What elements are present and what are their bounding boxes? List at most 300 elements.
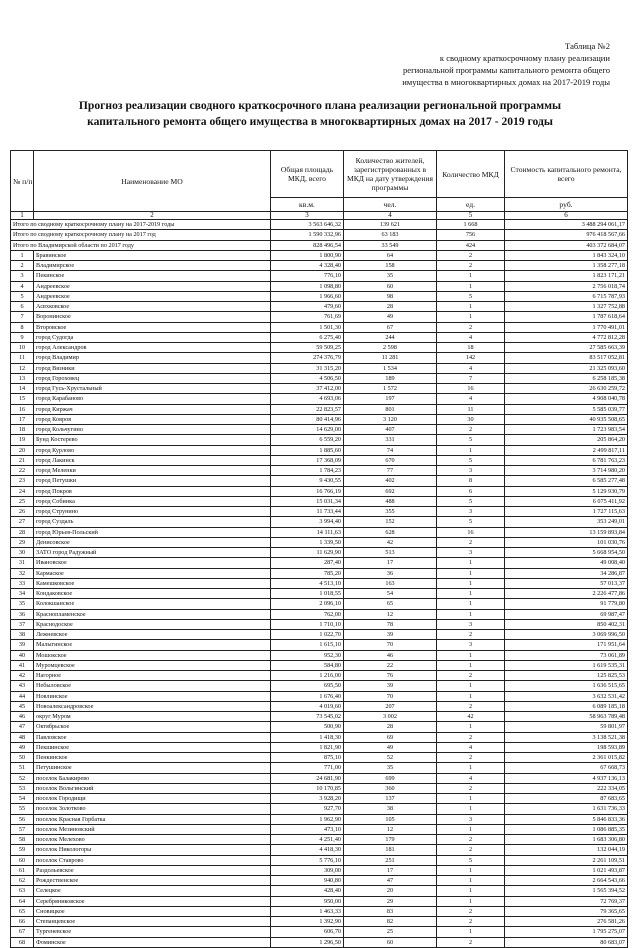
column-header-mkd: Количество МКД <box>437 151 505 198</box>
mkd-value: 4 <box>437 773 505 783</box>
area-value: 2 096,10 <box>271 599 344 609</box>
row-number: 12 <box>11 363 34 373</box>
area-value: 287,40 <box>271 558 344 568</box>
table-row <box>11 435 628 445</box>
residents-value: 35 <box>344 271 437 281</box>
area-value: 1 018,55 <box>271 589 344 599</box>
area-value: 1 216,00 <box>271 671 344 681</box>
row-number: 49 <box>11 742 34 752</box>
mkd-value: 3 <box>437 619 505 629</box>
mkd-value: 1 <box>437 650 505 660</box>
residents-value: 22 <box>344 660 437 670</box>
table-row <box>11 548 628 558</box>
mkd-value: 1 <box>437 794 505 804</box>
mo-name: Денисовское <box>34 537 271 547</box>
mo-name: Новлинское <box>34 691 271 701</box>
cost-value: 79 365,65 <box>505 906 628 916</box>
cost-value: 80 683,07 <box>505 937 628 947</box>
row-number: 9 <box>11 332 34 342</box>
residents-value: 179 <box>344 835 437 845</box>
cost-value: 171 951,64 <box>505 640 628 650</box>
residents-value: 1 572 <box>344 384 437 394</box>
mkd-value: 6 <box>437 486 505 496</box>
column-header-mo: Наименование МО <box>34 151 271 212</box>
cost-value: 72 769,37 <box>505 896 628 906</box>
mo-name: Андреевское <box>34 291 271 301</box>
residents-value: 197 <box>344 394 437 404</box>
table-row <box>11 394 628 404</box>
row-number: 40 <box>11 650 34 660</box>
total-residents: 139 621 <box>344 220 437 230</box>
cost-value: 1 327 752,88 <box>505 302 628 312</box>
cost-value: 222 334,05 <box>505 783 628 793</box>
table-row <box>11 917 628 927</box>
mo-name: город Покров <box>34 486 271 496</box>
residents-value: 78 <box>344 619 437 629</box>
residents-value: 251 <box>344 855 437 865</box>
mo-name: Петушинское <box>34 763 271 773</box>
mo-name: Асвхковское <box>34 302 271 312</box>
row-number: 5 <box>11 291 34 301</box>
column-header-cost: Стоимость капитального ремонта, всего <box>505 151 628 198</box>
area-value: 309,00 <box>271 865 344 875</box>
cost-value: 2 261 109,51 <box>505 855 628 865</box>
row-number: 36 <box>11 609 34 619</box>
row-number: 24 <box>11 486 34 496</box>
mo-name: Пекинское <box>34 271 271 281</box>
area-value: 15 031,34 <box>271 496 344 506</box>
mkd-value: 1 <box>437 876 505 886</box>
area-value: 771,00 <box>271 763 344 773</box>
residents-value: 158 <box>344 261 437 271</box>
table-row <box>11 312 628 322</box>
area-value: 1 463,33 <box>271 906 344 916</box>
area-value: 695,50 <box>271 681 344 691</box>
residents-value: 77 <box>344 466 437 476</box>
residents-value: 11 281 <box>344 353 437 363</box>
mo-name: город Юрьев-Польский <box>34 527 271 537</box>
header-line: к сводному краткосрочному плану реализации <box>439 53 610 63</box>
cost-value: 83 517 052,81 <box>505 353 628 363</box>
area-value: 4 328,40 <box>271 261 344 271</box>
cost-value: 1 727 115,63 <box>505 507 628 517</box>
cost-value: 21 325 093,60 <box>505 363 628 373</box>
area-value: 950,00 <box>271 896 344 906</box>
column-number: 1 <box>11 212 34 220</box>
mkd-value: 2 <box>437 630 505 640</box>
area-value: 1 501,30 <box>271 322 344 332</box>
residents-value: 29 <box>344 896 437 906</box>
mo-name: Кармаское <box>34 568 271 578</box>
residents-value: 670 <box>344 455 437 465</box>
cost-value: 3 632 531,42 <box>505 691 628 701</box>
row-number: 63 <box>11 886 34 896</box>
row-number: 35 <box>11 599 34 609</box>
cost-value: 4 772 812,28 <box>505 332 628 342</box>
row-number: 39 <box>11 640 34 650</box>
residents-value: 189 <box>344 373 437 383</box>
row-number: 67 <box>11 927 34 937</box>
cost-value: 87 683,65 <box>505 794 628 804</box>
row-number: 32 <box>11 568 34 578</box>
row-number: 42 <box>11 671 34 681</box>
row-number: 25 <box>11 496 34 506</box>
mo-name: город Кольчугино <box>34 425 271 435</box>
cost-value: 4 908 040,78 <box>505 394 628 404</box>
area-value: 4 506,50 <box>271 373 344 383</box>
area-value: 1 800,90 <box>271 250 344 260</box>
area-value: 14 629,00 <box>271 425 344 435</box>
mo-name: поселок Никологоры <box>34 845 271 855</box>
row-number: 18 <box>11 425 34 435</box>
table-row <box>11 671 628 681</box>
cost-value: 5 585 039,77 <box>505 404 628 414</box>
area-value: 11 733,44 <box>271 507 344 517</box>
row-number: 10 <box>11 343 34 353</box>
row-number: 62 <box>11 876 34 886</box>
mkd-value: 1 <box>437 589 505 599</box>
area-value: 4 251,40 <box>271 835 344 845</box>
mkd-value: 2 <box>437 835 505 845</box>
column-number: 3 <box>271 212 344 220</box>
mkd-value: 1 <box>437 660 505 670</box>
mkd-value: 2 <box>437 250 505 260</box>
area-value: 584,80 <box>271 660 344 670</box>
table-row <box>11 425 628 435</box>
residents-value: 98 <box>344 291 437 301</box>
mo-name: Павловское <box>34 732 271 742</box>
table-row <box>11 773 628 783</box>
residents-value: 54 <box>344 589 437 599</box>
area-value: 14 111,63 <box>271 527 344 537</box>
row-number: 21 <box>11 455 34 465</box>
row-number: 58 <box>11 835 34 845</box>
residents-value: 3 002 <box>344 712 437 722</box>
cost-value: 6 075 411,92 <box>505 496 628 506</box>
area-value: 1 821,90 <box>271 742 344 752</box>
mo-name: поселок Красная Горбатка <box>34 814 271 824</box>
cost-value: 2 664 543,66 <box>505 876 628 886</box>
row-number: 2 <box>11 261 34 271</box>
mo-name: город Собинка <box>34 496 271 506</box>
cost-value: 27 585 663,39 <box>505 343 628 353</box>
mo-name: Мошокское <box>34 650 271 660</box>
residents-value: 39 <box>344 630 437 640</box>
mkd-value: 2 <box>437 917 505 927</box>
area-value: 428,40 <box>271 886 344 896</box>
residents-value: 65 <box>344 599 437 609</box>
header-line: имущества в многоквартирных домах на 2017-2019 годы <box>402 77 610 87</box>
table-row <box>11 384 628 394</box>
cost-value: 1 843 324,10 <box>505 250 628 260</box>
residents-value: 82 <box>344 917 437 927</box>
residents-value: 46 <box>344 650 437 660</box>
area-value: 37 412,00 <box>271 384 344 394</box>
mkd-value: 1 <box>437 302 505 312</box>
unit-area: кв.м. <box>271 198 344 212</box>
row-number: 45 <box>11 701 34 711</box>
row-number: 23 <box>11 476 34 486</box>
mkd-value: 2 <box>437 937 505 947</box>
row-number: 46 <box>11 712 34 722</box>
row-number: 4 <box>11 281 34 291</box>
row-number: 60 <box>11 855 34 865</box>
cost-value: 205 864,20 <box>505 435 628 445</box>
residents-value: 52 <box>344 753 437 763</box>
residents-value: 69 <box>344 732 437 742</box>
residents-value: 74 <box>344 445 437 455</box>
mkd-value: 5 <box>437 291 505 301</box>
cost-value: 6 585 277,48 <box>505 476 628 486</box>
table-row <box>11 578 628 588</box>
row-number: 57 <box>11 824 34 834</box>
mo-name: Ивановское <box>34 558 271 568</box>
area-value: 11 629,90 <box>271 548 344 558</box>
residents-value: 244 <box>344 332 437 342</box>
mo-name: Рождественское <box>34 876 271 886</box>
area-value: 80 414,96 <box>271 414 344 424</box>
table-row <box>11 763 628 773</box>
residents-value: 181 <box>344 845 437 855</box>
table-row <box>11 712 628 722</box>
table-row <box>11 568 628 578</box>
row-number: 19 <box>11 435 34 445</box>
area-value: 17 368,09 <box>271 455 344 465</box>
row-number: 17 <box>11 414 34 424</box>
area-value: 1 784,23 <box>271 466 344 476</box>
mo-name: Бунд Костерево <box>34 435 271 445</box>
mkd-value: 4 <box>437 332 505 342</box>
mo-name: Малыгинское <box>34 640 271 650</box>
area-value: 274 376,79 <box>271 353 344 363</box>
mkd-value: 2 <box>437 701 505 711</box>
mkd-value: 3 <box>437 640 505 650</box>
table-row <box>11 876 628 886</box>
title-line: капитального ремонта общего имущества в многоквартирных домах на 2017 - 2019 годы <box>87 115 553 128</box>
residents-value: 60 <box>344 281 437 291</box>
total-mkd: 1 668 <box>437 220 505 230</box>
table-row <box>11 886 628 896</box>
residents-value: 39 <box>344 681 437 691</box>
area-value: 927,70 <box>271 804 344 814</box>
column-header-area: Общая площадь МКД, всего <box>271 151 344 198</box>
mkd-value: 2 <box>437 261 505 271</box>
cost-value: 5 668 954,50 <box>505 548 628 558</box>
residents-value: 628 <box>344 527 437 537</box>
table-row <box>11 343 628 353</box>
mkd-value: 1 <box>437 824 505 834</box>
residents-value: 331 <box>344 435 437 445</box>
row-number: 64 <box>11 896 34 906</box>
mkd-value: 42 <box>437 712 505 722</box>
area-value: 940,80 <box>271 876 344 886</box>
row-number: 15 <box>11 394 34 404</box>
mo-name: Октябрьское <box>34 722 271 732</box>
mo-name: город Владимир <box>34 353 271 363</box>
table-body <box>11 220 628 948</box>
total-area: 828 496,54 <box>271 240 344 250</box>
total-area: 1 590 332,96 <box>271 230 344 240</box>
residents-value: 67 <box>344 322 437 332</box>
cost-value: 3 069 996,50 <box>505 630 628 640</box>
cost-value: 2 499 817,11 <box>505 445 628 455</box>
area-value: 1 339,50 <box>271 537 344 547</box>
table-row <box>11 722 628 732</box>
cost-value: 1 723 983,54 <box>505 425 628 435</box>
table-row <box>11 865 628 875</box>
residents-value: 407 <box>344 425 437 435</box>
mo-name: город Курлово <box>34 445 271 455</box>
total-residents: 63 183 <box>344 230 437 240</box>
mo-name: Муромцевское <box>34 660 271 670</box>
mo-name: Пенкинское <box>34 753 271 763</box>
mo-name: Селецкое <box>34 886 271 896</box>
row-number: 22 <box>11 466 34 476</box>
residents-value: 25 <box>344 927 437 937</box>
residents-value: 355 <box>344 507 437 517</box>
mo-name: Камешковское <box>34 578 271 588</box>
residents-value: 699 <box>344 773 437 783</box>
cost-value: 1 787 618,64 <box>505 312 628 322</box>
mkd-value: 5 <box>437 517 505 527</box>
area-value: 1 962,90 <box>271 814 344 824</box>
mo-name: Серебряниковское <box>34 896 271 906</box>
mkd-value: 3 <box>437 466 505 476</box>
column-number: 6 <box>505 212 628 220</box>
mo-name: город Струнино <box>34 507 271 517</box>
column-number: 5 <box>437 212 505 220</box>
mkd-value: 1 <box>437 599 505 609</box>
mo-name: Пекшинское <box>34 742 271 752</box>
table-row <box>11 250 628 260</box>
row-number: 65 <box>11 906 34 916</box>
total-residents: 33 549 <box>344 240 437 250</box>
area-value: 4 418,30 <box>271 845 344 855</box>
table-row <box>11 271 628 281</box>
row-number: 50 <box>11 753 34 763</box>
mo-name: Воронинское <box>34 312 271 322</box>
row-number: 54 <box>11 794 34 804</box>
area-value: 16 766,19 <box>271 486 344 496</box>
residents-value: 17 <box>344 558 437 568</box>
row-number: 51 <box>11 763 34 773</box>
mo-name: город Лакинск <box>34 455 271 465</box>
row-number: 56 <box>11 814 34 824</box>
mo-name: город Ковров <box>34 414 271 424</box>
mo-name: Кондаковское <box>34 589 271 599</box>
mo-name: поселок Золотково <box>34 804 271 814</box>
header-line: региональной программы капитального ремонта общего <box>402 65 610 75</box>
residents-value: 35 <box>344 763 437 773</box>
table-row <box>11 291 628 301</box>
total-mkd: 424 <box>437 240 505 250</box>
table-row <box>11 496 628 506</box>
table-row <box>11 753 628 763</box>
mkd-value: 1 <box>437 691 505 701</box>
mkd-value: 1 <box>437 578 505 588</box>
mo-name: поселок Балакирево <box>34 773 271 783</box>
mo-name: Тургеневское <box>34 927 271 937</box>
mkd-value: 5 <box>437 435 505 445</box>
table-row <box>11 660 628 670</box>
cost-value: 3 714 980,20 <box>505 466 628 476</box>
cost-value: 67 668,73 <box>505 763 628 773</box>
mkd-value: 2 <box>437 425 505 435</box>
area-value: 9 430,55 <box>271 476 344 486</box>
table-row <box>11 476 628 486</box>
table-row <box>11 783 628 793</box>
mkd-value: 5 <box>437 855 505 865</box>
mo-name: город Суздаль <box>34 517 271 527</box>
row-number: 55 <box>11 804 34 814</box>
row-number: 13 <box>11 373 34 383</box>
table-row <box>11 558 628 568</box>
mo-name: город Карабаново <box>34 394 271 404</box>
residents-value: 513 <box>344 548 437 558</box>
mo-name: поселок Городищи <box>34 794 271 804</box>
cost-value: 2 361 015,82 <box>505 753 628 763</box>
residents-value: 42 <box>344 537 437 547</box>
mkd-value: 7 <box>437 373 505 383</box>
residents-value: 70 <box>344 640 437 650</box>
cost-value: 57 013,37 <box>505 578 628 588</box>
row-number: 20 <box>11 445 34 455</box>
header-line-table-number: Таблица №2 <box>565 41 610 51</box>
residents-value: 1 534 <box>344 363 437 373</box>
table-row <box>11 537 628 547</box>
area-value: 762,00 <box>271 609 344 619</box>
residents-value: 105 <box>344 814 437 824</box>
residents-value: 3 120 <box>344 414 437 424</box>
table-row <box>11 855 628 865</box>
area-value: 59 509,25 <box>271 343 344 353</box>
table-row <box>11 599 628 609</box>
table-row <box>11 927 628 937</box>
mkd-value: 30 <box>437 414 505 424</box>
mkd-value: 2 <box>437 753 505 763</box>
table-row <box>11 824 628 834</box>
mo-name: поселок Вольгинский <box>34 783 271 793</box>
mkd-value: 1 <box>437 271 505 281</box>
table-row <box>11 363 628 373</box>
residents-value: 163 <box>344 578 437 588</box>
row-number: 28 <box>11 527 34 537</box>
row-number: 31 <box>11 558 34 568</box>
area-value: 479,60 <box>271 302 344 312</box>
mo-name: Раздольевское <box>34 865 271 875</box>
column-header-number: № п/п <box>11 151 34 212</box>
column-number: 2 <box>34 212 271 220</box>
residents-value: 49 <box>344 312 437 322</box>
cost-value: 49 008,40 <box>505 558 628 568</box>
mkd-value: 5 <box>437 496 505 506</box>
mo-name: Степанцевское <box>34 917 271 927</box>
table-row <box>11 589 628 599</box>
row-number: 3 <box>11 271 34 281</box>
mkd-value: 1 <box>437 804 505 814</box>
title-line: Прогноз реализации сводного краткосрочного плана реализации региональной программы <box>78 99 562 112</box>
cost-value: 5 846 833,36 <box>505 814 628 824</box>
mo-name: город Меленки <box>34 466 271 476</box>
row-number: 11 <box>11 353 34 363</box>
mkd-value: 1 <box>437 281 505 291</box>
mo-name: Сновицкое <box>34 906 271 916</box>
total-label: Итого по сводному краткосрочному плану на 2017-2019 годы <box>11 220 271 230</box>
mkd-value: 2 <box>437 906 505 916</box>
row-number: 33 <box>11 578 34 588</box>
area-value: 1 710,10 <box>271 619 344 629</box>
residents-value: 2 598 <box>344 343 437 353</box>
